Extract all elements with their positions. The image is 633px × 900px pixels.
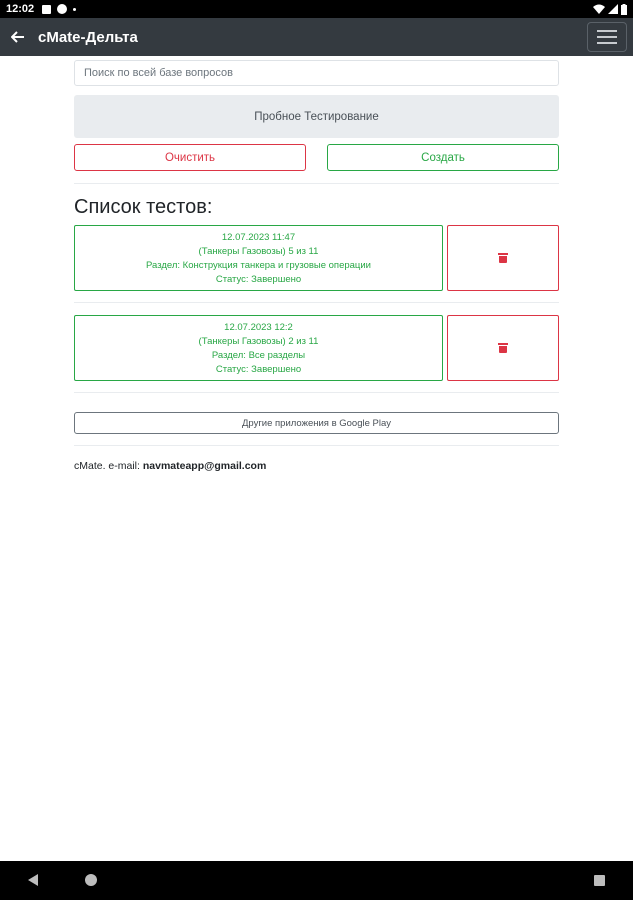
clear-button[interactable]: Очистить (74, 144, 306, 171)
app-bar (0, 18, 633, 56)
more-notifications-icon (73, 8, 76, 11)
test-date: 12.07.2023 11:47 (221, 231, 296, 243)
divider (74, 445, 559, 446)
divider (74, 302, 559, 303)
footer-prefix: cMate. e-mail: (74, 460, 143, 472)
app-title: cMate-Дельта (38, 28, 138, 46)
search-placeholder: Поиск по всей базе вопросов (84, 67, 233, 79)
test-category: (Танкеры Газовозы) 2 из 11 (198, 335, 319, 347)
footer (74, 460, 559, 472)
divider (74, 392, 559, 393)
delete-test-button[interactable] (447, 225, 559, 291)
google-play-button[interactable]: Другие приложения в Google Play (74, 412, 559, 434)
test-status: Статус: Завершено (215, 363, 302, 375)
hamburger-menu-icon (597, 42, 617, 44)
test-date: 12.07.2023 12:2 (224, 321, 293, 333)
main-content (74, 60, 559, 472)
create-button[interactable]: Создать (327, 144, 559, 171)
status-time: 12:02 (6, 3, 35, 15)
notification-icon (42, 5, 51, 14)
trial-test-button[interactable]: Пробное Тестирование (74, 95, 559, 138)
divider (74, 183, 559, 184)
footer-email-link[interactable]: navmateapp@gmail.com (142, 460, 267, 472)
system-nav-bar (0, 861, 633, 900)
search-input[interactable] (74, 60, 559, 86)
app-notification-icon (57, 4, 67, 14)
test-card[interactable] (74, 225, 443, 291)
menu-button[interactable] (587, 22, 627, 52)
hamburger-menu-icon (597, 30, 617, 32)
back-button[interactable] (0, 18, 36, 56)
test-row (74, 315, 559, 381)
nav-recents-icon[interactable] (594, 875, 605, 886)
battery-icon (621, 4, 627, 15)
wifi-icon (593, 4, 605, 14)
back-arrow-icon (11, 30, 25, 44)
nav-home-icon[interactable] (85, 874, 97, 886)
test-section: Раздел: Все разделы (211, 349, 306, 361)
test-status: Статус: Завершено (215, 273, 302, 285)
test-card[interactable] (74, 315, 443, 381)
test-list-title: Список тестов: (74, 196, 213, 218)
trash-icon (499, 253, 507, 263)
signal-icon (608, 4, 618, 14)
test-category: (Танкеры Газовозы) 5 из 11 (198, 245, 319, 257)
delete-test-button[interactable] (447, 315, 559, 381)
nav-back-icon[interactable] (28, 874, 38, 886)
test-section: Раздел: Конструкция танкера и грузовые операции (146, 259, 371, 271)
action-row (74, 144, 559, 171)
trash-icon (499, 343, 507, 353)
hamburger-menu-icon (597, 36, 617, 38)
system-icons (593, 4, 627, 15)
status-bar (0, 0, 633, 18)
test-row (74, 225, 559, 291)
